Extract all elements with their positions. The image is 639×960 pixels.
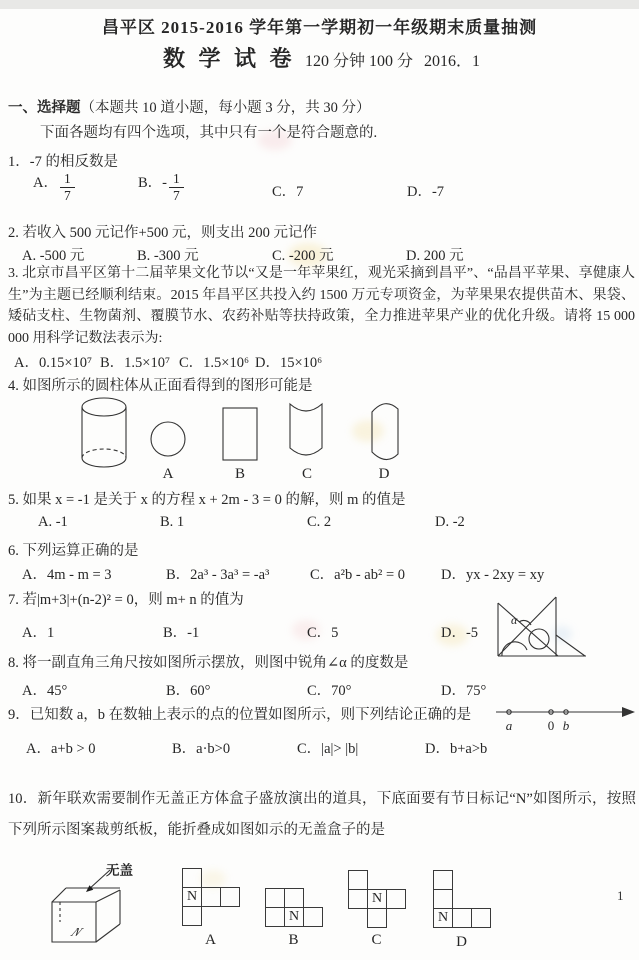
q2-option-c: C. -200 元 [272, 248, 334, 264]
fraction: $\frac{1}{7}$ [169, 171, 184, 203]
q5-option-d: D. -2 [435, 514, 465, 530]
q4-label-a: A [162, 466, 174, 482]
net-cell [433, 889, 453, 909]
section-heading [8, 96, 371, 117]
q7-stem: 7. 若|m+3|+(n-2)² = 0，则 m+ n 的值为 [8, 592, 244, 608]
view-b-rectangle [223, 408, 257, 460]
q1-option-b: B．- $\frac{1}{7}$ [138, 171, 184, 204]
net-label-b: B [288, 932, 299, 948]
q2-option-a: A. -500 元 [22, 248, 85, 264]
q2-option-d: D. 200 元 [406, 248, 464, 264]
net-cell [471, 908, 491, 928]
q6-options [0, 563, 639, 585]
q1-option-d: D．-7 [407, 184, 445, 200]
exam-duration: 120 分钟 100 分 [305, 53, 414, 70]
q6-option-c: C．a²b - ab² = 0 [310, 567, 405, 583]
q3-option-a: A．0.15×10⁷ [14, 355, 93, 371]
watermark-blob [200, 870, 226, 888]
label-a: a [505, 718, 513, 733]
cylinder-figure [82, 398, 126, 467]
q4-stem: 4. 如图所示的圆柱体从正面看得到的图形可能是 [8, 378, 313, 394]
net-cell [386, 889, 406, 909]
view-a-circle [151, 422, 185, 456]
q6-stem: 6. 下列运算正确的是 [8, 543, 139, 559]
set-square-figure [494, 586, 639, 664]
scan-edge [0, 0, 639, 9]
q5-stem: 5. 如果 x = -1 是关于 x 的方程 x + 2m - 3 = 0 的解，则 m 的值是 [8, 492, 406, 508]
q9-option-b: B．a·b>0 [172, 741, 231, 757]
q9-option-a: A．a+b > 0 [26, 741, 96, 757]
section-heading-label: 一、选择题 [8, 100, 81, 116]
q1-stem: 1．-7 的相反数是 [8, 154, 118, 170]
q5-options [0, 514, 639, 536]
q4-label-b: B [234, 466, 246, 482]
q4-figure [60, 394, 420, 486]
q2-stem: 2. 若收入 500 元记作+500 元，则支出 200 元记作 [8, 225, 318, 241]
net-cell-n: N [367, 889, 387, 909]
q10-stem: 10．新年联欢需要制作无盖正方体盒子盛放演出的道具，下底面要有节日标记“N”如图所示，按照下列所示图案裁剪纸板，能折叠成如图如示的无盖盒子的是 [8, 791, 636, 838]
net-label-c: C [371, 932, 382, 948]
view-c-shape [290, 404, 322, 455]
q3-option-d: D．15×10⁶ [255, 355, 323, 371]
label-b: b [562, 718, 570, 733]
cube-open-label: 无盖 [106, 863, 133, 878]
q5-option-c: C. 2 [307, 514, 332, 530]
net-cell [182, 868, 202, 888]
q8-option-d: D．75° [441, 683, 487, 699]
q3-option-b: B．1.5×10⁷ [100, 355, 171, 371]
net-cell [284, 888, 304, 908]
arrowhead [622, 707, 635, 717]
q7-option-b: B．-1 [163, 625, 200, 641]
q5-option-a: A. -1 [38, 514, 68, 530]
number-line-figure [496, 696, 638, 738]
q7-option-a: A．1 [22, 625, 55, 641]
q3-options [0, 351, 639, 373]
fraction: $\frac{1}{7}$ [60, 171, 75, 203]
q9-options [0, 737, 639, 759]
q8-option-b: B．60° [166, 683, 211, 699]
net-label-a: A [205, 932, 216, 948]
q3-option-c: C．1.5×10⁶ [179, 355, 250, 371]
q1-option-a: A． $\frac{1}{7}$ [33, 171, 75, 204]
q8-option-a: A．45° [22, 683, 68, 699]
net-cell [182, 906, 202, 926]
net-cell [265, 907, 285, 927]
page-number: 1 [617, 888, 624, 903]
q8-stem: 8. 将一副直角三角尺按如图所示摆放，则图中锐角∠α 的度数是 [8, 655, 409, 671]
q5-option-b: B. 1 [160, 514, 185, 530]
net-label-d: D [456, 934, 467, 950]
q3-stem: 3. 北京市昌平区第十二届苹果文化节以“又是一年苹果红，观光采摘到昌平”、“品昌平苹果、享健康人生”为主题已经顺利结束。2015 年昌平区共投入约 1500 万元专项资金，为苹果果农提供苗木、果袋、矮砧支柱、生物菌剂、覆膜节水、农药补贴等扶持政策，全力推进苹果产业的优化升级。请将 15 000 000 用科学记数法表示为: [8, 266, 635, 346]
q6-option-a: A．4m - m = 3 [22, 567, 112, 583]
q4-label-d: D [378, 466, 390, 482]
q2-option-b: B. -300 元 [137, 248, 199, 264]
q4-label-c: C [301, 466, 313, 482]
q6-option-d: D．yx - 2xy = xy [441, 567, 545, 583]
q1-option-c: C．7 [272, 184, 304, 200]
exam-title: 昌平区 2015-2016 学年第一学期初一年级期末质量抽测 [101, 18, 538, 37]
net-cell [348, 889, 368, 909]
q1-options [0, 169, 639, 211]
alpha-label: α [511, 613, 518, 627]
net-cell [433, 870, 453, 890]
net-cell-n: N [182, 887, 202, 907]
net-cell [303, 907, 323, 927]
label-zero: 0 [547, 718, 555, 733]
q8-option-c: C．70° [307, 683, 352, 699]
net-cell-n: N [284, 907, 304, 927]
q9-stem: 9．已知数 a，b 在数轴上表示的点的位置如图所示，则下列结论正确的是 [8, 707, 472, 723]
net-cell-n: N [433, 908, 453, 928]
view-d-shape [372, 404, 398, 460]
section-heading-note: （本题共 10 道小题，每小题 3 分，共 30 分） [80, 100, 371, 116]
q9-option-d: D．b+a>b [425, 741, 488, 757]
section-intro: 下面各题均有四个选项，其中只有一个是符合题意的. [40, 125, 378, 141]
q6-option-b: B．2a³ - 3a³ = -a³ [166, 567, 270, 583]
exam-date: 2016．1 [424, 53, 481, 70]
net-cell [348, 870, 368, 890]
q9-option-c: C．|a|> |b| [297, 741, 359, 757]
net-cell [201, 887, 221, 907]
net-cell [265, 888, 285, 908]
net-cell [367, 908, 387, 928]
exam-subject: 数 学 试 卷 [163, 46, 296, 71]
net-cell [452, 908, 472, 928]
cube-n-mark: N [68, 925, 86, 939]
q7-option-d: D．-5 [441, 625, 479, 641]
net-cell [220, 887, 240, 907]
q7-option-c: C．5 [307, 625, 339, 641]
